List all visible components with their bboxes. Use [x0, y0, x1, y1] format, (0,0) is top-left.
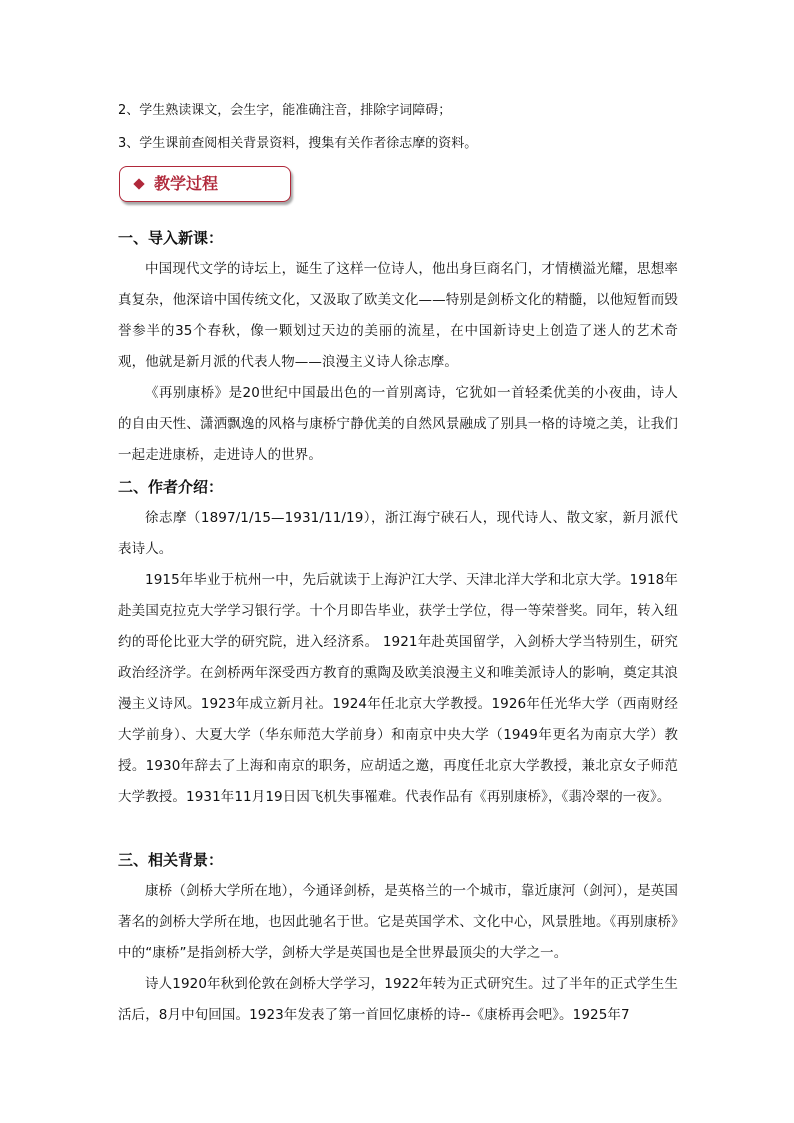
intro-paragraph-1: 中国现代文学的诗坛上，诞生了这样一位诗人，他出身巨商名门，才情横溢光耀，思想率真复杂，他深谙中国传统文化，又汲取了欧美文化——特别是剑桥文化的精髓，以他短暂而毁誉参半的35个春秋，像一颗划过天边的美丽的流星，在中国新诗史上创造了迷人的艺术奇观，他就是新月派的代表人物——浪漫主义诗人徐志摩。: [118, 261, 678, 370]
prep-item-3: 3、学生课前查阅相关背景资料，搜集有关作者徐志摩的资料。: [118, 136, 478, 151]
background-paragraph-2: 诗人1920年秋到伦敦在剑桥大学学习，1922年转为正式研究生。过了半年的正式学生生活后，8月中旬回国。1923年发表了第一首回忆康桥的诗--《康桥再会吧》。1925年7: [118, 976, 678, 1023]
intro-paragraph-2: 《再别康桥》是20世纪中国最出色的一首别离诗，它犹如一首轻柔优美的小夜曲，诗人的自由天性、潇洒飘逸的风格与康桥宁静优美的自然风景融成了别具一格的诗境之美，让我们一起走进康桥，走进诗人的世界。: [118, 385, 678, 463]
author-paragraph-1: 徐志摩（1897/1/15—1931/11/19），浙江海宁硖石人，现代诗人、散文家，新月派代表诗人。: [118, 510, 678, 557]
prep-item-2: 2、学生熟读课文，会生字，能准确注音，排除字词障碍；: [118, 103, 452, 118]
intro-heading: 一、导入新课：: [118, 229, 224, 247]
section-banner: [119, 166, 291, 202]
diamond-bullet-icon: [133, 178, 144, 189]
background-heading: 三、相关背景：: [118, 851, 224, 869]
section-banner-title: 教学过程: [154, 174, 219, 193]
author-heading: 二、作者介绍：: [118, 478, 224, 496]
background-paragraph-1: 康桥（剑桥大学所在地），今通译剑桥，是英格兰的一个城市，靠近康河（剑河），是英国著名的剑桥大学所在地，也因此驰名于世。它是英国学术、文化中心，风景胜地。《再别康桥》中的“康桥”是指剑桥大学，剑桥大学是英国也是全世界最顶尖的大学之一。: [118, 883, 678, 961]
author-paragraph-2: 1915年毕业于杭州一中，先后就读于上海沪江大学、天津北洋大学和北京大学。1918年赴美国克拉克大学学习银行学。十个月即告毕业，获学士学位，得一等荣誉奖。同年，转入纽约的哥伦比亚大学的研究院，进入经济系。 1921年赴英国留学，入剑桥大学当特别生，研究政治经济学。在剑桥两年深受西方教育的熏陶及欧美浪漫主义和唯美派诗人的影响，奠定其浪漫主义诗风。1923年成立新月社。1924年任北京大学教授。1926年任光华大学（西南财经大学前身）、大夏大学（华东师范大学前身）和南京中央大学（1949年更名为南京大学）教授。1930年辞去了上海和南京的职务，应胡适之邀，再度任北京大学教授，兼北京女子师范大学教授。1931年11月19日因飞机失事罹难。代表作品有《再别康桥》，《翡冷翠的一夜》。: [118, 572, 678, 805]
